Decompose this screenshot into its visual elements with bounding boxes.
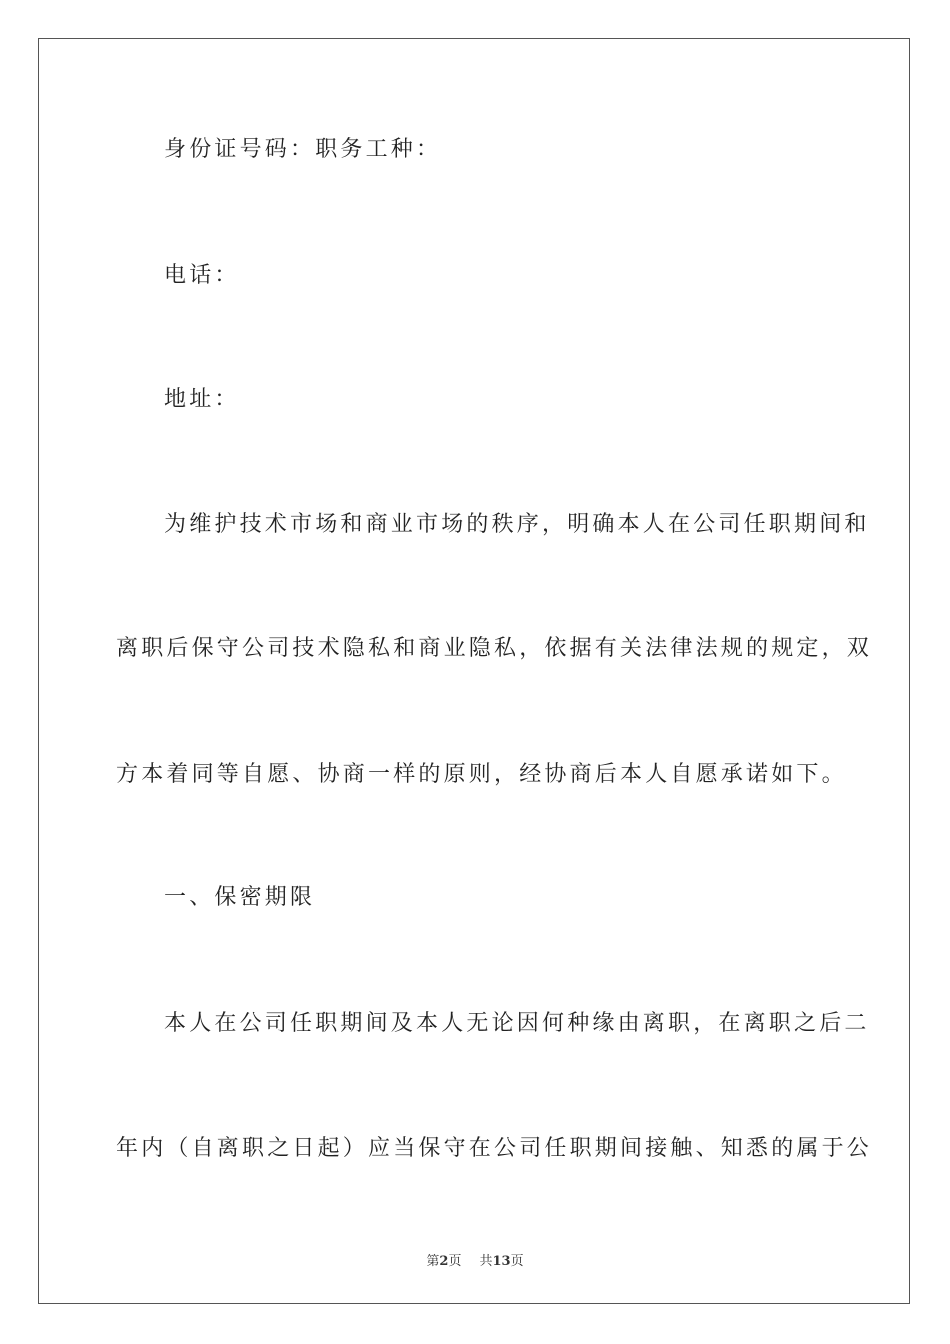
id-number-line: 身份证号码：职务工种： — [164, 137, 442, 162]
address-line: 地址： — [164, 387, 240, 412]
total-pages-number: 13 — [492, 1254, 511, 1269]
total-prefix: 共 — [479, 1254, 493, 1269]
section-heading: 一、保密期限 — [164, 885, 316, 910]
page-footer — [0, 1250, 950, 1269]
paragraph-line: 方本着同等自愿、协商一样的原则，经协商后本人自愿承诺如下。 — [116, 762, 847, 787]
paragraph-line: 离职后保守公司技术隐私和商业隐私，依据有关法律法规的规定，双 — [116, 636, 873, 661]
page-suffix: 页 — [448, 1254, 462, 1269]
page-border — [38, 38, 910, 1304]
paragraph-line: 为维护技术市场和商业市场的秩序，明确本人在公司任职期间和 — [164, 512, 870, 537]
current-page-number: 2 — [439, 1254, 449, 1269]
paragraph-line: 年内（自离职之日起）应当保守在公司任职期间接触、知悉的属于公 — [116, 1136, 873, 1161]
phone-line: 电话： — [164, 263, 240, 288]
total-suffix: 页 — [510, 1254, 524, 1269]
page-prefix: 第 — [426, 1254, 440, 1269]
paragraph-line: 本人在公司任职期间及本人无论因何种缘由离职，在离职之后二 — [164, 1011, 870, 1036]
